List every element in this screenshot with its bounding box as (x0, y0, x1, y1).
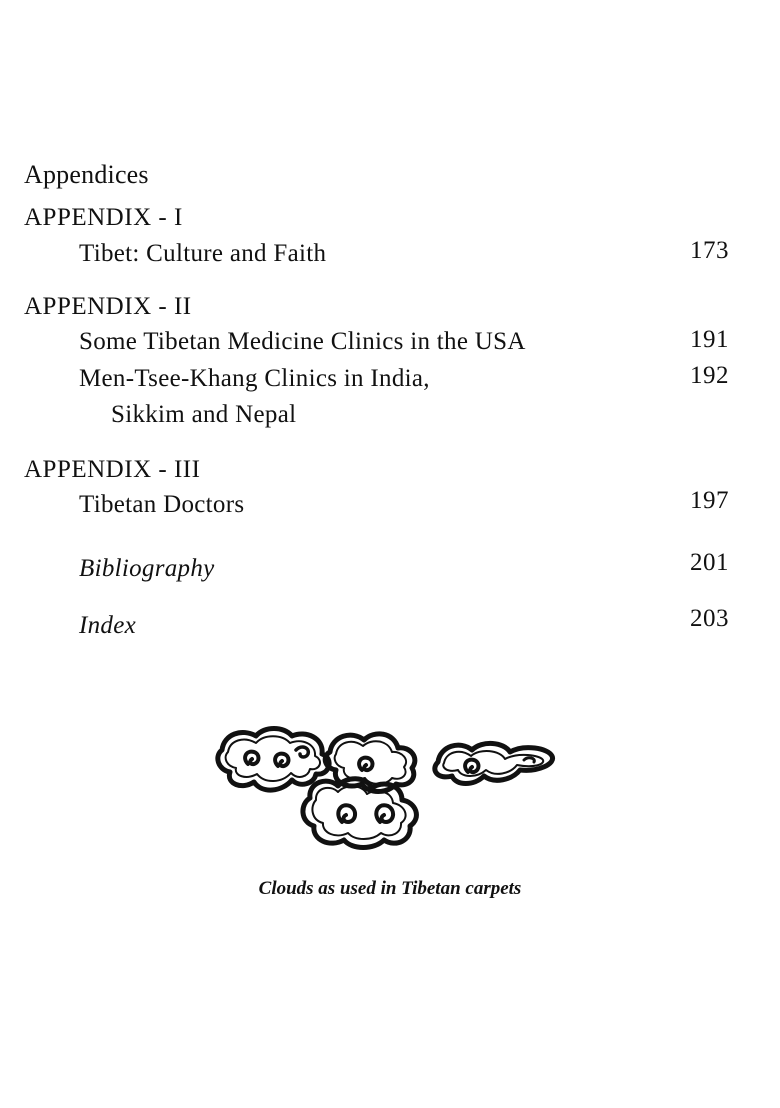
toc-entry-title: Tibetan Doctors (79, 491, 245, 518)
section-title: Appendices (24, 160, 149, 189)
index-page: 203 (690, 605, 729, 632)
appendix-1-label: APPENDIX - I (24, 204, 183, 231)
toc-entry-title: Tibet: Culture and Faith (79, 240, 327, 267)
toc-entry-page: 191 (690, 326, 729, 353)
bibliography-entry: Bibliography (79, 555, 215, 582)
illustration-caption: Clouds as used in Tibetan carpets (258, 878, 522, 899)
toc-entry-page: 173 (690, 237, 729, 264)
toc-entry-title: Men-Tsee-Khang Clinics in India, (79, 365, 430, 392)
index-entry: Index (79, 612, 137, 639)
toc-entry-title-continuation: Sikkim and Nepal (111, 401, 297, 428)
toc-entry-page: 192 (690, 362, 729, 389)
cloud-ornament-icon (212, 722, 557, 852)
appendix-2-label: APPENDIX - II (24, 293, 192, 320)
toc-entry-page: 197 (690, 487, 729, 514)
toc-entry-title: Some Tibetan Medicine Clinics in the USA (79, 328, 526, 355)
bibliography-page: 201 (690, 549, 729, 576)
appendix-3-label: APPENDIX - III (24, 456, 201, 483)
